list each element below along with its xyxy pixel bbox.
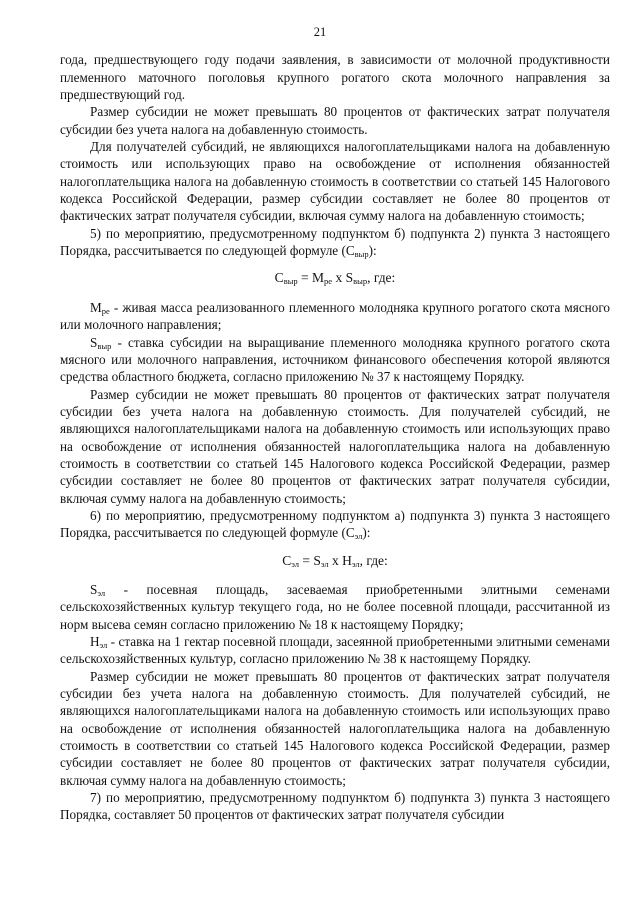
page-number: 21: [313, 25, 327, 39]
paragraph-item-7: 7) по мероприятию, предусмотренному подпунктом б) подпункта 3) пункта 3 настоящего Порядка, составляет 50 процентов от фактических затрат получателя субсидии: [60, 790, 610, 823]
formula-2-s-sub: эл: [320, 558, 329, 569]
formula-growing: [60, 269, 610, 286]
definition-rate-growing: [60, 334, 610, 386]
formula-1-s-sub: выр: [353, 276, 368, 287]
paragraph-subsidy-limit-3: Размер субсидии не может превышать 80 процентов от фактических затрат получателя субсидии без учета налога на добавленную стоимость. Для получателей субсидий, не являющихся налогоплательщиками налога на добавленную стоимость или использующих право на освобождение от исполнения обязанностей налогоплательщика налога на добавленную стоимость в соответствии со статьей 145 Налогового кодекса Российской Федерации, размер субсидии составляет не более 80 процентов от фактических затрат получателя субсидии, включая сумму налога на добавленную стоимость;: [60, 668, 610, 788]
formula-1-tail: , где:: [367, 270, 396, 286]
formula-2-x: х Н: [328, 552, 352, 568]
definition-rate-hectare: [60, 633, 610, 668]
formula-1-m-sub: ре: [324, 276, 333, 287]
paragraph-item-6: [60, 507, 610, 542]
paragraph-subsidy-limit: Размер субсидии не может превышать 80 процентов от фактических затрат получателя субсидии без учета налога на добавленную стоимость.: [60, 104, 610, 137]
def-rate-var: S: [90, 334, 98, 350]
paragraph-subsidy-limit-2: Размер субсидии не может превышать 80 процентов от фактических затрат получателя субсидии без учета налога на добавленную стоимость. Для получателей субсидий, не являющихся налогоплательщиками налога на добавленную стоимость или использующих право на освобождение от исполнения обязанностей налогоплательщика налога на добавленную стоимость в соответствии со статьей 145 Налогового кодекса Российской Федерации, размер субсидии составляет не более 80 процентов от фактических затрат получателя субсидии, включая сумму налога на добавленную стоимость;: [60, 386, 610, 506]
formula-1-eq: = М: [297, 270, 325, 286]
def-rate-text: - ставка субсидии на выращивание племенного молодняка крупного рогатого скота мясного или молочного направления, источником финансового обеспечения которой являются средства областного бюджета, согласно приложению № 37 к настоящему Порядку.: [60, 334, 610, 385]
def-area-var: S: [90, 581, 98, 597]
formula-2-h-sub: эл: [351, 558, 360, 569]
formula-2-tail: , где:: [359, 552, 388, 568]
def-mass-var: М: [90, 299, 102, 315]
def-hectare-var: Н: [90, 634, 100, 649]
paragraph-item-5: [60, 225, 610, 260]
def-hectare-sub: эл: [99, 640, 108, 650]
def-mass-sub: ре: [101, 305, 110, 316]
formula-2-lhs: С: [282, 552, 292, 568]
item-5-end: ):: [368, 243, 377, 259]
paragraph-vat-exempt: Для получателей субсидий, не являющихся налогоплательщиками налога на добавленную стоимость или использующих право на освобождение от исполнения обязанностей налогоплательщика налога на добавленную стоимость в соответствии со статьей 145 Налогового кодекса Российской Федерации, размер субсидии составляет не более 80 процентов от фактических затрат получателя субсидии, включая сумму налога на добавленную стоимость;: [60, 139, 610, 224]
item-5-sub: выр: [354, 249, 369, 260]
def-rate-sub: выр: [97, 340, 112, 351]
formula-1-lhs: С: [274, 270, 284, 286]
item-5-text: 5) по мероприятию, предусмотренному подпунктом б) подпункта 2) пункта 3 настоящего Порядка, рассчитывается по следующей формуле (С: [60, 225, 610, 259]
definition-mass: [60, 299, 610, 334]
def-mass-text: - живая масса реализованного племенного молодняка крупного рогатого скота мясного или молочного направления;: [60, 299, 610, 333]
def-area-text: - посевная площадь, засеваемая приобретенными элитными семенами сельскохозяйственных культур текущего года, но не более посевной площади, рассчитанной из норм высева семян согласно приложению № 18 к настоящему Порядку;: [60, 581, 610, 632]
formula-2-lhs-sub: эл: [291, 558, 299, 569]
item-6-sub: эл: [354, 531, 363, 542]
formula-1-x: х S: [332, 270, 354, 286]
formula-2-eq: = S: [298, 552, 321, 568]
def-area-sub: эл: [97, 587, 106, 598]
definition-area: [60, 581, 610, 633]
item-6-text: 6) по мероприятию, предусмотренному подпунктом а) подпункта 3) пункта 3 настоящего Порядка, рассчитывается по следующей формуле (С: [60, 507, 610, 541]
formula-elite: [60, 552, 610, 569]
paragraph-continuation: года, предшествующего году подачи заявления, в зависимости от молочной продуктивности племенного маточного поголовья крупного рогатого скота молочного направления за предшествующий год.: [60, 52, 610, 103]
item-6-end: ):: [362, 525, 371, 541]
formula-1-lhs-sub: выр: [283, 276, 298, 287]
def-hectare-text: - ставка на 1 гектар посевной площади, засеянной приобретенными элитными семенами сельскохозяйственных культур, согласно приложению № 38 к настоящему Порядку.: [60, 634, 610, 667]
